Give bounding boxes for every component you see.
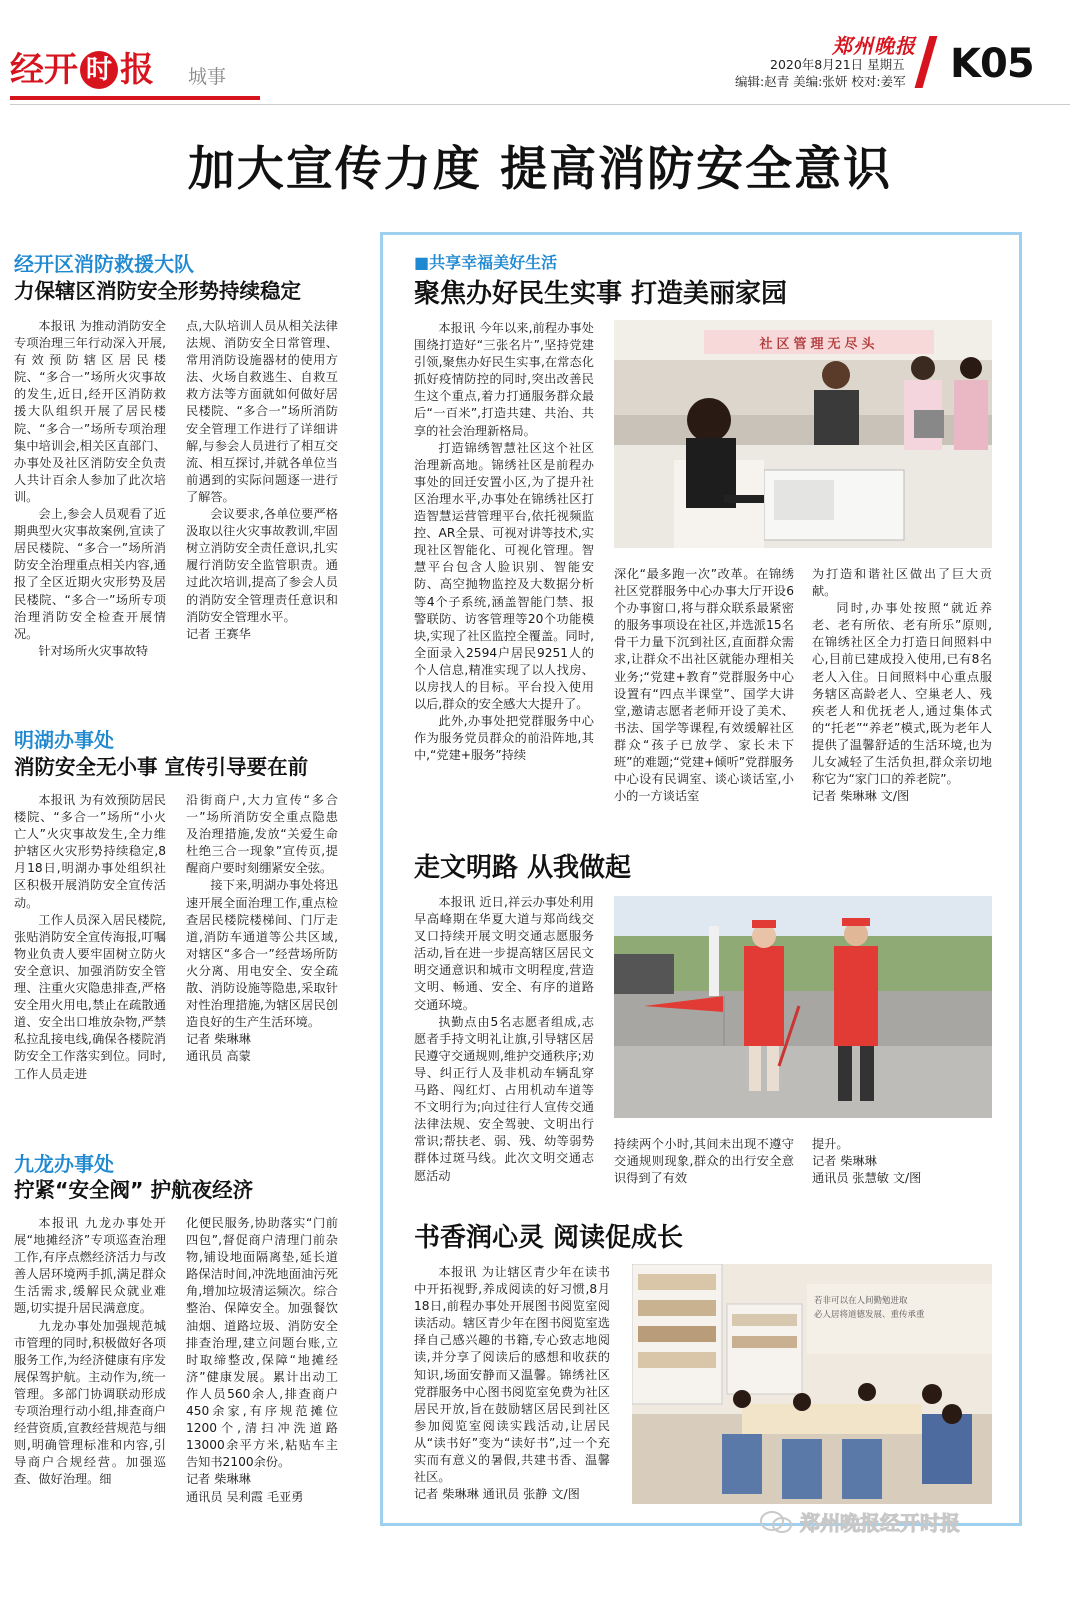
story3-byline-correspondent: 通讯员 吴利霞 毛亚勇 xyxy=(186,1489,304,1504)
issue-date: 2020年8月21日 星期五 xyxy=(770,57,905,72)
story2-headline: 消防安全无小事 宣传引导要在前 xyxy=(14,755,309,779)
article2-column-a xyxy=(414,894,594,1185)
article2-headline: 走文明路 从我做起 xyxy=(414,853,632,883)
paper-logo: 郑州晚报 xyxy=(832,34,916,58)
paragraph: 会议要求,各单位要严格汲取以往火灾事故教训,牢固树立消防安全责任意识,扎实履行消防安全监管职责。通过此次培训,提高了参会人员的消防安全管理责任意识和消防安全管理水平。 xyxy=(186,507,338,624)
article1-column-a xyxy=(414,320,594,764)
story2-column-b xyxy=(186,792,338,1066)
page-number: K05 xyxy=(950,41,1034,87)
editor-credits: 编辑:赵青 美编:张妍 校对:姜军 xyxy=(735,74,906,89)
paragraph: 本报讯 今年以来,前程办事处围绕打造好“三张名片”,坚持党建引领,聚焦办好民生实事,在常态化抓好疫情防控的同时,突出改善民生这个重点,着力打通服务群众最后“一百米”,打造共建、共治、共享的社会治理新格局。 xyxy=(414,321,594,438)
slash-mark xyxy=(915,36,938,88)
article2-column-b xyxy=(614,1136,794,1187)
article3-column-a xyxy=(414,1264,610,1503)
brand-logo xyxy=(10,40,154,100)
brand-part-a: 经开 xyxy=(10,50,78,90)
paragraph: 为打造和谐社区做出了巨大贡献。 xyxy=(812,567,992,599)
article2-byline-correspondent: 通讯员 张慧敏 文/图 xyxy=(812,1171,922,1186)
brand-part-c: 报 xyxy=(120,50,154,90)
article3-byline: 记者 柴琳琳 通讯员 张静 文/图 xyxy=(414,1487,580,1502)
wechat-icon xyxy=(760,1510,792,1534)
story1-column-b xyxy=(186,318,338,643)
paragraph: 点,大队培训人员从相关法律法规、消防安全日常管理、常用消防设施器材的使用方法、火场自救逃生、自救互救方法等方面就如何做好居民楼院、“多合一”场所消防安全管理工作进行了详细讲解,与参会人员进行了相互交流、相互探讨,并就各单位当前遇到的实际问题逐一进行了解答。 xyxy=(186,319,338,504)
article1-column-b xyxy=(614,566,794,805)
community-office-illustration xyxy=(614,320,992,548)
paragraph: 沿街商户,大力宣传“多合一”场所消防安全重点隐患及治理措施,发放“关爱生命 杜绝三合一现象”宣传页,提醒商户要时刻绷紧安全弦。 xyxy=(186,793,338,876)
watermark xyxy=(760,1507,960,1536)
traffic-volunteers-illustration xyxy=(614,896,992,1118)
paragraph: 打造锦绣智慧社区这个社区治理新高地。锦绣社区是前程办事处的回迁安置小区,为了提升社区治理水平,办事处在锦绣社区打造智慧运营管理平台,依托视频监控、AR全景、可视对讲等技术,实现社区智能化、可视化管理。智慧平台包含人脸识别、智能安防、高空抛物监控及大数据分析等4个子系统,涵盖智能门禁、报警联防、访客管理等20个功能模块,实现了社区监控全覆盖。同时,全面录入2594户居民9251人的个人信息,精准实现了以人找房、以房找人的目标。平台投入使用以后,群众的安全感大大提升了。 xyxy=(414,440,594,712)
story2-byline-correspondent: 通讯员 高蒙 xyxy=(186,1049,251,1064)
paragraph: 会上,参会人员观看了近期典型火灾事故案例,宣读了居民楼院、“多合一”场所消防安全治理重点相关内容,通报了全区近期火灾形势及居民楼院、“多合一”场所专项治理消防安全检查开展情况。 xyxy=(14,507,166,641)
reading-room-photo xyxy=(632,1264,992,1504)
paragraph: 本报讯 九龙办事处开展“地摊经济”专项巡查治理工作,有序点燃经济活力与改善人居环境两手抓,满足群众生活需求,缓解民众就业难题,切实提升居民满意度。 xyxy=(14,1216,166,1316)
paragraph: 同时,办事处按照“就近养老、老有所依、老有所乐”原则,在锦绣社区全力打造日间照料中心,目前已建成投入使用,已有8名老人入住。日间照料中心重点服务辖区高龄老人、空巢老人、残疾老人和优抚老人,通过集体式的“托老”“养老”模式,既为老年人提供了温馨舒适的生活环境,也为儿女减轻了生活负担,群众亲切地称它为“家门口的养老院”。 xyxy=(812,601,992,787)
article1-byline: 记者 柴琳琳 文/图 xyxy=(812,789,910,804)
feature-kicker: ■共享幸福美好生活 xyxy=(414,253,558,272)
story3-column-b xyxy=(186,1215,338,1506)
paragraph: 执勤点由5名志愿者组成,志愿者手持文明礼让旗,引导辖区居民遵守交通规则,维护交通秩序;劝导、纠正行人及非机动车辆乱穿马路、闯红灯、占用机动车道等不文明行为;向过往行人宣传交通法律法规、安全驾驶、文明出行常识;帮扶老、弱、残、幼等弱势群体过斑马线。此次文明交通志愿活动 xyxy=(414,1014,594,1183)
paragraph: 深化“最多跑一次”改革。在锦绣社区党群服务中心办事大厅开设6个办事窗口,将与群众联系最紧密的服务事项设在社区,并选派15名骨干力量下沉到社区,直面群众需求,让群众不出社区就能办理相关业务;“党建+教育”党群服务中心设置有“四点半课堂”、国学大讲堂,邀请志愿者老师开设了美术、书法、国学等课程,有效缓解社区群众“孩子已放学、家长未下班”的难题;“党建+倾听”党群服务中心设有民调室、谈心谈话室,小小的一方谈话室 xyxy=(614,567,794,804)
community-office-photo xyxy=(614,320,992,548)
story1-byline: 记者 王赛华 xyxy=(186,626,251,641)
paragraph: 本报讯 为有效预防居民楼院、“多合一”场所“小火亡人”火灾事故发生,全力维护辖区火灾形势持续稳定,8月18日,明湖办事处组织社区积极开展消防安全宣传活动。 xyxy=(14,793,166,910)
paragraph: 本报讯 为让辖区青少年在读书中开拓视野,养成阅读的好习惯,8月18日,前程办事处开展图书阅览室阅读活动。辖区青少年在图书阅览室选择自己感兴趣的书籍,专心致志地阅读,并分享了阅读后的感想和收获的知识,场面安静而又温馨。锦绣社区党群服务中心图书阅览室免费为社区居民开放,旨在鼓励辖区居民到社区参加阅览室阅读实践活动,让居民从“读书好”变为“读好书”,过一个充实而有意义的暑假,共建书香、温馨社区。 xyxy=(414,1265,610,1485)
article3-headline: 书香润心灵 阅读促成长 xyxy=(414,1223,684,1253)
story1-kicker: 经开区消防救援大队 xyxy=(14,252,194,276)
paragraph: 工作人员深入居民楼院,张贴消防安全宣传海报,叮嘱物业负责人要牢固树立防火安全意识、加强消防安全管理、注重火灾隐患排查,严格安全用火用电,禁止在疏散通道、安全出口堆放杂物,严禁私拉乱接电线,确保各楼院消防安全工作落实到位。同时,工作人员走进 xyxy=(14,912,166,1081)
watermark-text: 郑州晚报经开时报 xyxy=(800,1511,960,1535)
main-title: 加大宣传力度 提高消防安全意识 xyxy=(187,142,893,197)
masthead-bottom-rule xyxy=(10,104,1070,105)
paragraph: 本报讯 近日,祥云办事处利用早高峰期在华夏大道与郑尚线交叉口持续开展文明交通志愿服务活动,旨在进一步提高辖区居民文明交通意识和城市文明程度,营造文明、畅通、安全、有序的道路交通环境。 xyxy=(414,895,594,1012)
article1-column-c xyxy=(812,566,992,805)
office-sign-text: 社区管理无尽头 xyxy=(759,337,879,352)
paragraph: 本报讯 为推动消防安全专项治理三年行动深入开展,有效预防辖区居民楼院、“多合一”场所火灾事故的发生,近日,经开区消防救援大队组织开展了居民楼院、“多合一”场所专项治理集中培训会,相关区直部门、办事处及社区消防安全负责人共计百余人参加了此次培训。 xyxy=(14,319,166,504)
story3-byline-reporter: 记者 柴琳琳 xyxy=(186,1472,251,1487)
masthead-rule xyxy=(10,96,260,100)
article1-headline: 聚焦办好民生实事 打造美丽家园 xyxy=(414,279,788,309)
traffic-volunteers-photo xyxy=(614,896,992,1118)
story2-kicker: 明湖办事处 xyxy=(14,728,114,752)
article2-byline-reporter: 记者 柴琳琳 xyxy=(812,1154,877,1169)
masthead xyxy=(0,0,1080,110)
paragraph: 持续两个小时,其间未出现不遵守交通规则现象,群众的出行安全意识得到了有效 xyxy=(614,1137,794,1186)
article2-column-c xyxy=(812,1136,992,1187)
paragraph: 提升。 xyxy=(812,1137,849,1151)
story1-headline: 力保辖区消防安全形势持续稳定 xyxy=(14,279,301,303)
paragraph: 接下来,明湖办事处将迅速开展全面治理工作,重点检查居民楼院楼梯间、门厅走道,消防车通道等公共区域,对辖区“多合一”经营场所防火分离、用电安全、安全疏散、消防设施等隐患,采取针对性治理措施,为辖区居民创造良好的生产生活环境。 xyxy=(186,878,338,1030)
paragraph: 针对场所火灾事故特 xyxy=(38,643,149,658)
story2-byline-reporter: 记者 柴琳琳 xyxy=(186,1032,251,1047)
story3-kicker: 九龙办事处 xyxy=(14,1152,114,1176)
story3-column-a xyxy=(14,1215,166,1489)
story3-headline: 拧紧“安全阀” 护航夜经济 xyxy=(14,1178,254,1202)
story2-column-a xyxy=(14,792,166,1083)
paragraph: 此外,办事处把党群服务中心作为服务党员群众的前沿阵地,其中,“党建+服务”持续 xyxy=(414,714,594,763)
paragraph: 九龙办事处加强规范城市管理的同时,积极做好各项服务工作,为经济健康有序发展保驾护航。主动作为,统一管理。多部门协调联动形成专项治理行动小组,排查商户经营资质,宣教经营规范与细则,明确管理标准和内容,引导商户合规经营。加强巡查、做好治理。细 xyxy=(14,1318,166,1487)
story1-column-a xyxy=(14,318,166,660)
brand-part-b: 时 xyxy=(80,51,118,89)
reading-room-wall-text: 若非可以在人间勤勉进取 必人居将道德发展、重传承重 xyxy=(814,1296,925,1320)
section-label: 城事 xyxy=(188,66,227,88)
paragraph: 化便民服务,协助落实“门前四包”,督促商户清理门前杂物,铺设地面隔离垫,延长道路保洁时间,冲洗地面油污死角,增加垃圾清运频次。综合整治、保障安全。加强餐饮油烟、道路垃圾、消防安全排查治理,建立问题台账,立时取缔整改,保障“地摊经济”健康发展。累计出动工作人员560余人,排查商户450余家,有序规范摊位1200个,清扫冲洗道路13000余平方米,粘贴车主告知书2100余份。 xyxy=(186,1216,338,1470)
